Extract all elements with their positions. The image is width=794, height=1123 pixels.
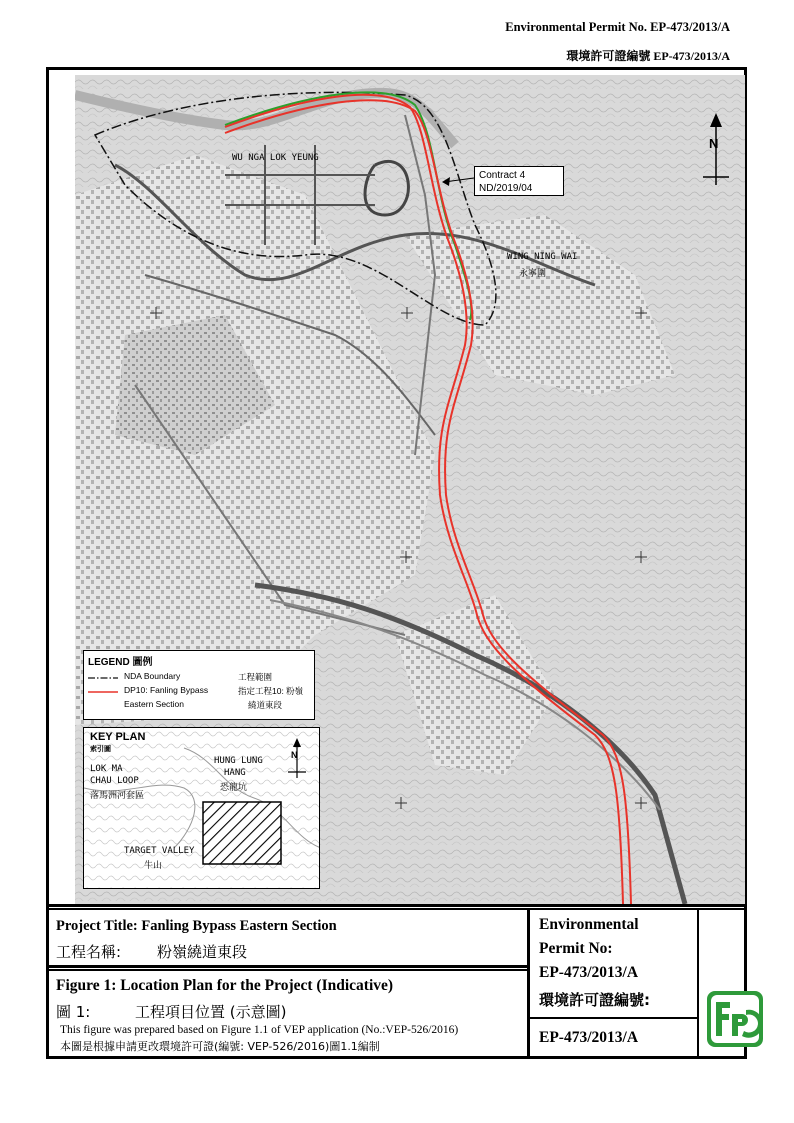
red-line-icon: [88, 688, 118, 696]
figure-title-zh: 工程項目位置 (示意圖): [135, 1003, 287, 1021]
permit-number: EP-473/2013/A: [539, 964, 639, 981]
legend: [83, 650, 315, 720]
callout-line-2: ND/2019/04: [479, 183, 533, 194]
permit-header-en: Environmental Permit No. EP-473/2013/A: [505, 20, 730, 34]
figure-note-zh: 本圖是根據申請更改環境許可證(編號: VEP-526/2016)圖1.1編制: [60, 1040, 380, 1053]
legend-title: LEGEND 圖例: [88, 657, 153, 668]
figure-title-en: Figure 1: Location Plan for the Project (Indicative): [56, 977, 394, 994]
key-plan-map: [84, 728, 320, 889]
project-title-en: Project Title: Fanling Bypass Eastern Section: [56, 918, 337, 934]
key-plan-place-en: LOK MA: [90, 764, 123, 774]
place-wing-ning-wai: WING NING WAI: [507, 252, 578, 262]
title-block-rule: [46, 908, 747, 910]
epd-logo-icon: [706, 990, 764, 1048]
project-site-hatch: [203, 802, 281, 864]
title-block-rule: [46, 969, 529, 971]
key-plan-place-en: CHAU LOOP: [90, 776, 139, 786]
north-label: N: [709, 136, 719, 151]
contract-callout: [474, 166, 564, 196]
project-title-zh: 粉嶺繞道東段: [157, 943, 248, 961]
figure-note-en: This figure was prepared based on Figure 1.1 of VEP application (No.:VEP-526/2016): [60, 1024, 459, 1036]
place-wing-ning-wai-zh: 永寧圍: [519, 269, 547, 279]
legend-label-2: Eastern Section: [124, 699, 185, 709]
figure-title-zh-label: 圖 1:: [56, 1003, 91, 1021]
key-plan-place-zh: 落馬洲河套區: [90, 791, 145, 801]
title-block-divider: [527, 908, 530, 1059]
permit-header-zh: 環境許可證編號 EP-473/2013/A: [566, 49, 730, 63]
key-plan-title: KEY PLAN: [90, 731, 146, 743]
legend-label: NDA Boundary: [124, 671, 181, 681]
title-block-rule: [46, 965, 529, 968]
title-block-rule: [529, 1017, 697, 1019]
legend-label: DP10: Fanling Bypass: [124, 685, 209, 695]
permit-label-2: Permit No:: [539, 940, 613, 957]
legend-label-zh: 工程範圍: [238, 672, 273, 682]
project-title-zh-label: 工程名稱:: [56, 943, 122, 961]
key-plan-north-label: N: [291, 750, 298, 760]
key-plan-place-en: HUNG LUNG: [214, 756, 263, 766]
key-plan: [83, 727, 320, 889]
title-block-divider: [697, 908, 699, 1059]
key-plan-subtitle: 索引圖: [90, 745, 111, 753]
title-block-top-rule: [46, 904, 747, 907]
key-plan-place-zh: 恐龍坑: [220, 783, 248, 793]
callout-line-1: Contract 4: [479, 170, 526, 181]
permit-label-zh: 環境許可證編號:: [539, 991, 650, 1009]
permit-number-2: EP-473/2013/A: [539, 1029, 639, 1046]
callout-arrow: [440, 170, 476, 190]
place-wu-nga-lok-yeung: WU NGA LOK YEUNG: [232, 153, 319, 163]
dash-dot-line-icon: [88, 674, 118, 682]
legend-label-zh-2: 繞道東段: [248, 700, 283, 710]
legend-label-zh: 指定工程10: 粉嶺: [238, 686, 304, 696]
key-plan-place-zh: 牛山: [144, 861, 163, 871]
permit-label-1: Environmental: [539, 916, 639, 933]
key-plan-place-en: TARGET VALLEY: [124, 846, 195, 856]
key-plan-place-en: HANG: [224, 768, 246, 778]
